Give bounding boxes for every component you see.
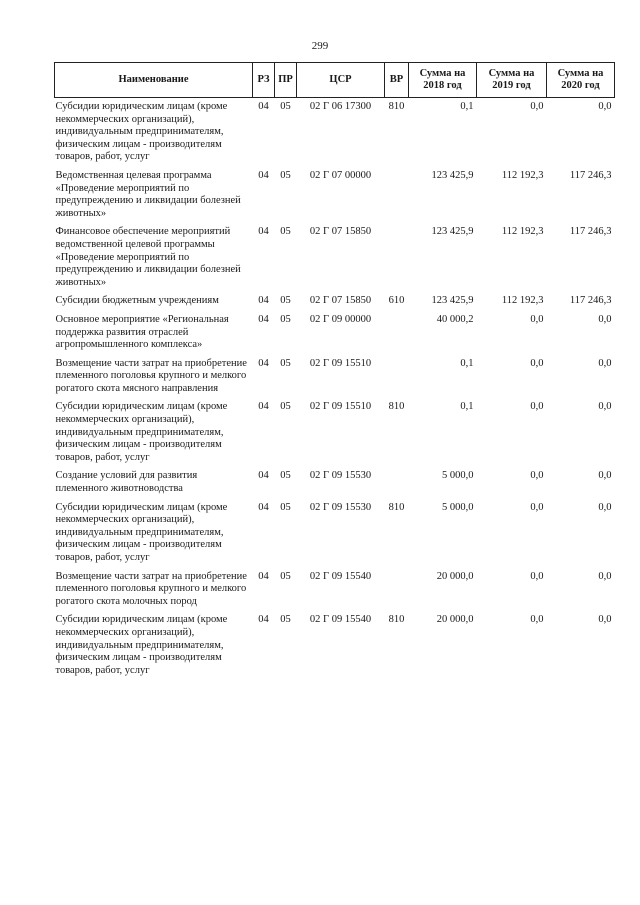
row-sum-2020: 0,0 [598, 357, 612, 369]
row-sum-2020: 0,0 [598, 470, 612, 482]
row-rz: 04 [258, 357, 269, 369]
row-name: Субсидии юридическим лицам (кроме некоммерческих организаций), индивидуальным предпринимателям, физическим лицам - производителям товаров, работ, услуг [55, 101, 228, 163]
row-sum-2018: 123 425,9 [431, 226, 474, 238]
table-row [55, 467, 615, 498]
row-sum-2020: 0,0 [598, 313, 612, 325]
row-csr: 02 Г 07 15850 [309, 226, 372, 238]
header-csr: ЦСР [297, 63, 385, 98]
row-sum-2020: 117 246,3 [569, 169, 612, 181]
row-sum-2020: 117 246,3 [569, 226, 612, 238]
row-sum-2020: 0,0 [598, 614, 612, 626]
row-csr: 02 Г 07 15850 [309, 295, 372, 307]
header-sum-2019: Сумма на 2019 год [477, 63, 547, 98]
row-pr: 05 [280, 226, 291, 238]
row-pr: 05 [280, 313, 291, 325]
row-sum-2018: 20 000,0 [436, 570, 474, 582]
row-name: Возмещение части затрат на приобретение племенного поголовья крупного и мелкого рогатого скота мясного направления [55, 357, 247, 394]
row-sum-2018: 5 000,0 [442, 470, 474, 482]
row-vr: 610 [388, 295, 405, 307]
row-sum-2018: 40 000,2 [436, 313, 474, 325]
table-header-row [55, 63, 615, 98]
row-name: Субсидии юридическим лицам (кроме некоммерческих организаций), индивидуальным предпринимателям, физическим лицам - производителям товаров, работ, услуг [55, 614, 228, 676]
row-sum-2019: 112 192,3 [501, 226, 544, 238]
row-vr: 810 [388, 501, 405, 513]
row-pr: 05 [280, 401, 291, 413]
row-pr: 05 [280, 357, 291, 369]
row-vr: 810 [388, 101, 405, 112]
row-sum-2019: 112 192,3 [501, 295, 544, 307]
row-pr: 05 [280, 101, 291, 112]
row-rz: 04 [258, 101, 269, 112]
row-name: Финансовое обеспечение мероприятий ведомственной целевой программы «Проведение мероприятий по предупреждению и ликвидации болезней животных» [55, 226, 241, 288]
row-csr: 02 Г 09 15530 [309, 501, 372, 513]
table-row [55, 223, 615, 292]
row-vr: 810 [388, 614, 405, 626]
row-pr: 05 [280, 295, 291, 307]
table-row [55, 499, 615, 568]
row-vr [385, 167, 409, 223]
row-rz: 04 [258, 226, 269, 238]
row-pr: 05 [280, 169, 291, 181]
row-sum-2018: 0,1 [460, 401, 474, 413]
row-pr: 05 [280, 501, 291, 513]
row-vr [385, 311, 409, 355]
row-vr [385, 355, 409, 399]
row-sum-2019: 0,0 [530, 614, 544, 626]
row-vr [385, 467, 409, 498]
table-row [55, 98, 615, 167]
table-row [55, 167, 615, 223]
header-sum-2020: Сумма на 2020 год [547, 63, 615, 98]
row-name: Основное мероприятие «Региональная поддержка развития отраслей агропромышленного комплекса» [55, 313, 229, 351]
row-sum-2018: 123 425,9 [431, 169, 474, 181]
row-sum-2018: 5 000,0 [442, 501, 474, 513]
row-sum-2019: 0,0 [530, 313, 544, 325]
row-vr [385, 568, 409, 612]
row-sum-2019: 0,0 [530, 570, 544, 582]
row-name: Субсидии юридическим лицам (кроме некоммерческих организаций), индивидуальным предпринимателям, физическим лицам - производителям товаров, работ, услуг [55, 501, 228, 563]
table-row [55, 611, 615, 680]
row-rz: 04 [258, 570, 269, 582]
row-pr: 05 [280, 470, 291, 482]
table-row [55, 355, 615, 399]
row-csr: 02 Г 06 17300 [309, 101, 372, 112]
row-sum-2020: 0,0 [598, 101, 612, 112]
row-rz: 04 [258, 501, 269, 513]
row-csr: 02 Г 09 15540 [309, 570, 372, 582]
row-sum-2020: 0,0 [598, 570, 612, 582]
budget-table [54, 62, 615, 680]
row-csr: 02 Г 09 00000 [309, 313, 372, 325]
row-sum-2019: 0,0 [530, 501, 544, 513]
row-csr: 02 Г 09 15510 [309, 357, 372, 369]
row-name: Ведомственная целевая программа «Проведение мероприятий по предупреждению и ликвидации болезней животных» [55, 169, 241, 219]
row-sum-2019: 0,0 [530, 401, 544, 413]
row-vr [385, 223, 409, 292]
header-sum-2018: Сумма на 2018 год [409, 63, 477, 98]
table-row [55, 292, 615, 311]
header-vr: ВР [385, 63, 409, 98]
row-rz: 04 [258, 169, 269, 181]
row-rz: 04 [258, 470, 269, 482]
row-vr: 810 [388, 401, 405, 413]
row-sum-2020: 0,0 [598, 401, 612, 413]
row-csr: 02 Г 07 00000 [309, 169, 372, 181]
row-name: Создание условий для развития племенного животноводства [55, 470, 198, 495]
row-sum-2020: 117 246,3 [569, 295, 612, 307]
row-name: Возмещение части затрат на приобретение племенного поголовья крупного и мелкого рогатого скота молочных пород [55, 570, 247, 607]
row-sum-2018: 20 000,0 [436, 614, 474, 626]
row-csr: 02 Г 09 15510 [309, 401, 372, 413]
header-pr: ПР [275, 63, 297, 98]
row-sum-2018: 0,1 [460, 357, 474, 369]
row-sum-2019: 0,0 [530, 101, 544, 112]
row-rz: 04 [258, 295, 269, 307]
header-rz: РЗ [253, 63, 275, 98]
row-name: Субсидии юридическим лицам (кроме некоммерческих организаций), индивидуальным предпринимателям, физическим лицам - производителям товаров, работ, услуг [55, 401, 228, 463]
row-sum-2018: 123 425,9 [431, 295, 474, 307]
row-csr: 02 Г 09 15540 [309, 614, 372, 626]
table-row [55, 311, 615, 355]
row-sum-2020: 0,0 [598, 501, 612, 513]
page-number: 299 [311, 40, 329, 52]
row-sum-2018: 0,1 [460, 101, 474, 112]
row-rz: 04 [258, 401, 269, 413]
table-row [55, 398, 615, 467]
row-pr: 05 [280, 614, 291, 626]
row-rz: 04 [258, 313, 269, 325]
row-sum-2019: 112 192,3 [501, 169, 544, 181]
row-pr: 05 [280, 570, 291, 582]
header-name: Наименование [55, 63, 253, 98]
row-name: Субсидии бюджетным учреждениям [55, 295, 219, 307]
row-rz: 04 [258, 614, 269, 626]
row-sum-2019: 0,0 [530, 357, 544, 369]
row-sum-2019: 0,0 [530, 470, 544, 482]
table-row [55, 568, 615, 612]
row-csr: 02 Г 09 15530 [309, 470, 372, 482]
